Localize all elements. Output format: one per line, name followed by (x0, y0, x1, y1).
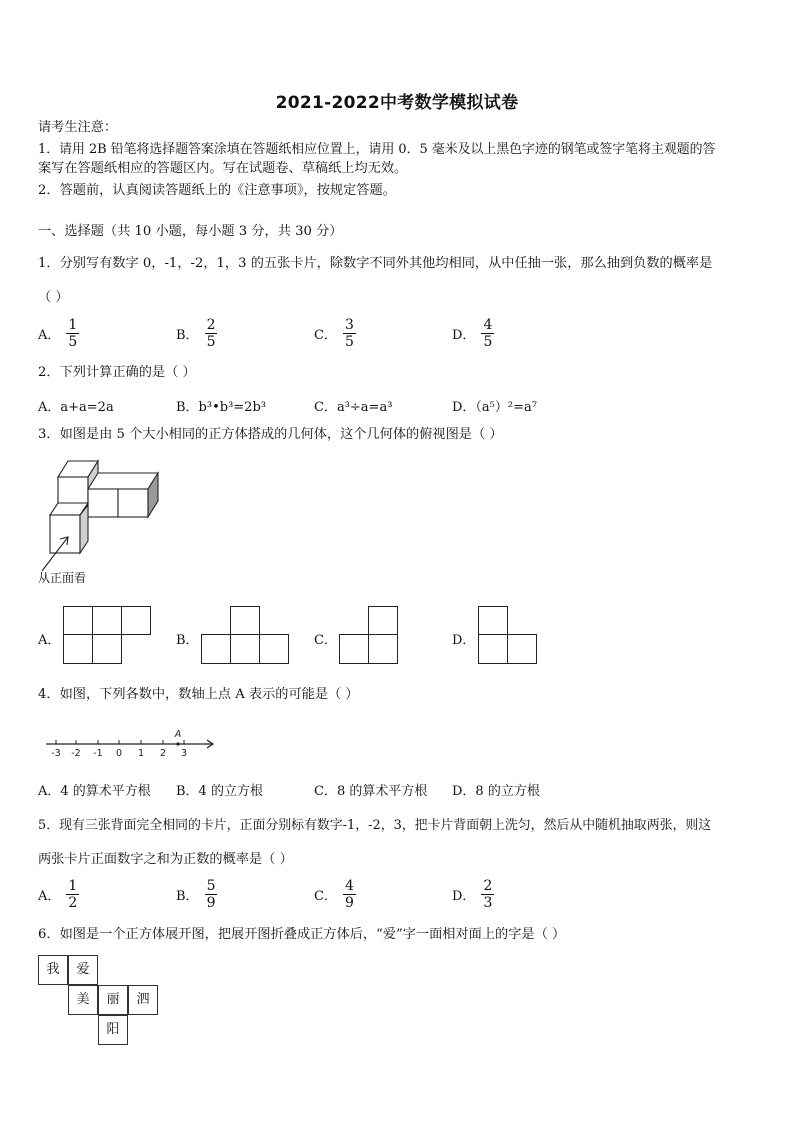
q3-option-c-figure (339, 606, 399, 664)
q4-option-a[interactable]: A．4 的算术平方根 (38, 784, 151, 799)
q1-option-a[interactable]: A． $\frac{1}{5}$ (38, 317, 78, 350)
section-heading: 一、选择题（共 10 小题，每小题 3 分，共 30 分） (38, 224, 343, 239)
notice-line-1a: 1．请用 2B 铅笔将选择题答案涂填在答题纸相应位置上，请用 0．5 毫米及以上黑色字迹的钢笔或签字笔将主观题的答 (38, 142, 716, 157)
net-cell-li: 丽 (98, 985, 128, 1015)
axis-label-0: 0 (115, 748, 123, 759)
net-cell-ai: 爱 (68, 955, 98, 985)
notice-heading: 请考生注意： (38, 120, 118, 135)
q1-option-c[interactable]: C． $\frac{3}{5}$ (314, 317, 354, 350)
net-cell-wo: 我 (38, 955, 68, 985)
q1-stem: 1．分别写有数字 0，-1，-2，1，3 的五张卡片，除数字不同外其他均相同，从中任抽一张，那么抽到负数的概率是 (38, 256, 713, 271)
q3-stem: 3．如图是由 5 个大小相同的正方体搭成的几何体，这个几何体的俯视图是（ ） (38, 427, 503, 442)
net-cell-mei: 美 (68, 985, 98, 1015)
q4-number-line (44, 726, 219, 760)
q1-option-b[interactable]: B． $\frac{2}{5}$ (176, 317, 216, 350)
q6-stem: 6．如图是一个正方体展开图，把展开图折叠成正方体后，“爱”字一面相对面上的字是（ ） (38, 927, 566, 942)
point-a-label: A (174, 729, 182, 740)
q5-stem-b: 两张卡片正面数字之和为正数的概率是（ ） (38, 852, 293, 867)
q2-option-c[interactable]: C．a³÷a=a³ (314, 400, 393, 415)
q5-option-b[interactable]: B． $\frac{5}{9}$ (176, 878, 216, 911)
q5-option-a[interactable]: A． $\frac{1}{2}$ (38, 878, 78, 911)
q3-caption: 从正面看 (38, 571, 87, 585)
q3-option-a[interactable]: A． (38, 633, 61, 648)
q4-option-b[interactable]: B．4 的立方根 (176, 784, 263, 799)
q3-solid-figure (36, 453, 161, 573)
q5-option-c[interactable]: C． $\frac{4}{9}$ (314, 878, 354, 911)
q1-option-d[interactable]: D． $\frac{4}{5}$ (452, 317, 493, 350)
q2-option-a[interactable]: A．a+a=2a (38, 400, 114, 415)
axis-label-neg1: -1 (93, 748, 103, 759)
q4-option-c[interactable]: C．8 的算术平方根 (314, 784, 428, 799)
q3-option-d-figure (478, 606, 538, 664)
page-title: 2021-2022中考数学模拟试卷 (275, 93, 519, 113)
q1-paren: （ ） (38, 290, 69, 305)
q5-stem-a: 5．现有三张背面完全相同的卡片，正面分别标有数字-1，-2，3，把卡片背面朝上洗匀，然后从中随机抽取两张，则这 (38, 818, 712, 833)
net-cell-yang: 阳 (98, 1015, 128, 1045)
q2-stem: 2．下列计算正确的是（ ） (38, 365, 196, 380)
notice-line-2: 2．答题前，认真阅读答题纸上的《注意事项》，按规定答题。 (38, 183, 396, 198)
axis-label-neg2: -2 (71, 748, 81, 759)
q6-cube-net (38, 955, 162, 1047)
axis-label-2: 2 (159, 748, 167, 759)
q3-option-b-figure (201, 606, 291, 664)
q5-option-d[interactable]: D． $\frac{2}{3}$ (452, 878, 493, 911)
q2-option-b[interactable]: B．b³•b³=2b³ (176, 400, 266, 415)
axis-label-neg3: -3 (51, 748, 61, 759)
q3-option-a-figure (63, 606, 153, 664)
net-cell-si: 泗 (128, 985, 158, 1015)
q3-option-d[interactable]: D． (452, 633, 476, 648)
axis-label-3: 3 (180, 748, 188, 759)
q4-option-d[interactable]: D．8 的立方根 (452, 784, 540, 799)
q2-option-d[interactable]: D．（a⁵）²=a⁷ (452, 400, 537, 415)
q3-option-c[interactable]: C． (314, 633, 337, 648)
axis-label-1: 1 (137, 748, 145, 759)
q3-option-b[interactable]: B． (176, 633, 199, 648)
notice-line-1b: 案写在答题纸相应的答题区内。写在试题卷、草稿纸上均无效。 (38, 161, 408, 176)
q4-stem: 4．如图，下列各数中，数轴上点 A 表示的可能是（ ） (38, 687, 359, 702)
